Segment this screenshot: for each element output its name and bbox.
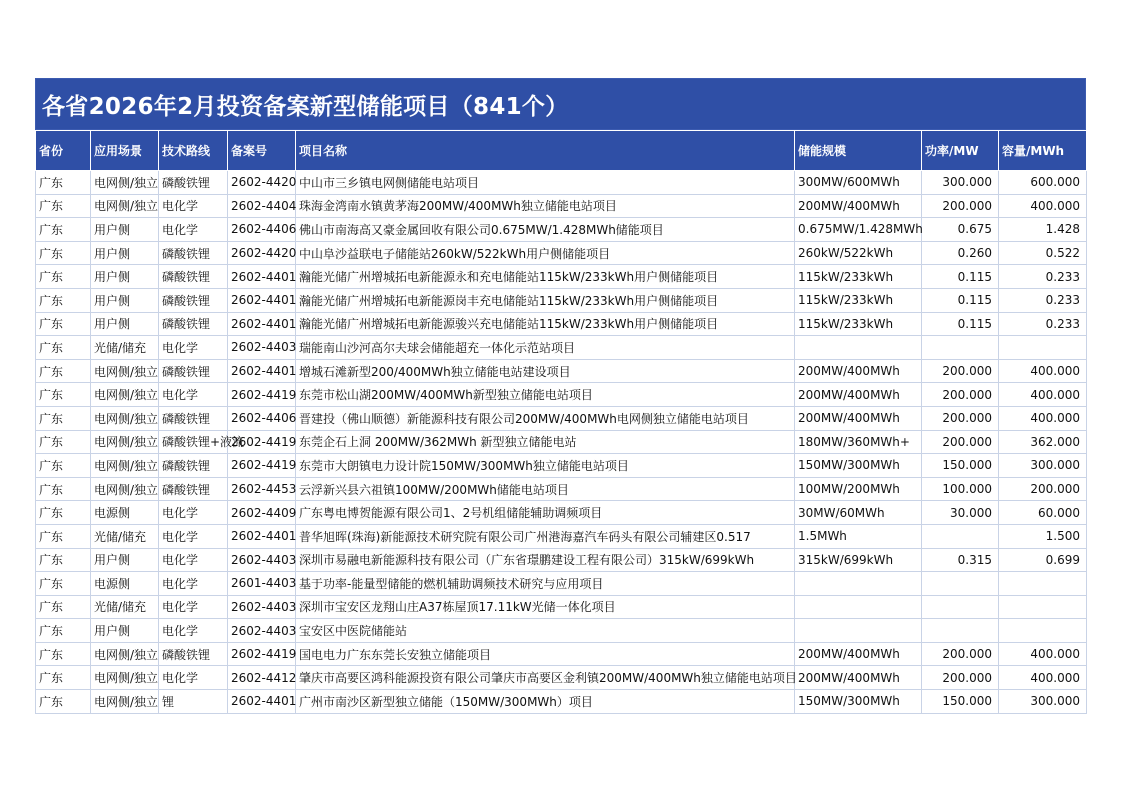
power-cell[interactable]: 150.000 bbox=[922, 454, 999, 478]
capacity-cell[interactable]: 0.699 bbox=[999, 548, 1087, 572]
header-scenario[interactable]: 应用场景 bbox=[91, 131, 159, 171]
province-cell[interactable]: 广东 bbox=[36, 666, 91, 690]
power-cell[interactable] bbox=[922, 524, 999, 548]
table-row bbox=[36, 572, 1087, 596]
power-cell[interactable]: 200.000 bbox=[922, 430, 999, 454]
scenario-cell[interactable]: 电网侧/独立 bbox=[91, 690, 159, 714]
capacity-cell[interactable]: 300.000 bbox=[999, 690, 1087, 714]
scale-cell[interactable]: 315kW/699kWh bbox=[795, 548, 922, 572]
province-cell[interactable]: 广东 bbox=[36, 359, 91, 383]
scenario-cell[interactable]: 电网侧/独立 bbox=[91, 194, 159, 218]
scenario-cell[interactable]: 用户侧 bbox=[91, 288, 159, 312]
scale-cell[interactable]: 180MW/360MWh+ bbox=[795, 430, 922, 454]
capacity-cell[interactable]: 300.000 bbox=[999, 454, 1087, 478]
technology-cell[interactable]: 磷酸铁锂 bbox=[159, 171, 228, 195]
scenario-cell[interactable]: 电网侧/独立 bbox=[91, 477, 159, 501]
scale-cell[interactable]: 200MW/400MWh bbox=[795, 359, 922, 383]
header-capacity[interactable]: 容量/MWh bbox=[999, 131, 1087, 171]
record-no-cell[interactable]: 2602-4403 bbox=[228, 619, 296, 643]
scenario-cell[interactable]: 电网侧/独立 bbox=[91, 171, 159, 195]
province-cell[interactable]: 广东 bbox=[36, 477, 91, 501]
table-row bbox=[36, 477, 1087, 501]
record-no-cell[interactable]: 2602-4412 bbox=[228, 666, 296, 690]
province-cell[interactable]: 广东 bbox=[36, 642, 91, 666]
scenario-cell[interactable]: 光储/储充 bbox=[91, 336, 159, 360]
record-no-cell[interactable]: 2602-4419 bbox=[228, 430, 296, 454]
technology-cell[interactable]: 锂 bbox=[159, 690, 228, 714]
record-no-cell[interactable]: 2602-4401 bbox=[228, 690, 296, 714]
record-no-cell[interactable]: 2602-4406 bbox=[228, 406, 296, 430]
scenario-cell[interactable]: 光储/储充 bbox=[91, 524, 159, 548]
table-row bbox=[36, 619, 1087, 643]
province-cell[interactable]: 广东 bbox=[36, 288, 91, 312]
sheet-title: 各省2026年2月投资备案新型储能项目（841个） bbox=[35, 78, 1086, 130]
table-row bbox=[36, 194, 1087, 218]
power-cell[interactable] bbox=[922, 595, 999, 619]
power-cell[interactable]: 200.000 bbox=[922, 642, 999, 666]
scale-cell[interactable]: 300MW/600MWh bbox=[795, 171, 922, 195]
capacity-cell[interactable]: 600.000 bbox=[999, 171, 1087, 195]
technology-cell[interactable]: 磷酸铁锂 bbox=[159, 312, 228, 336]
scale-cell[interactable]: 100MW/200MWh bbox=[795, 477, 922, 501]
project-name-cell[interactable]: 佛山市南海高又豪金属回收有限公司0.675MW/1.428MWh储能项目 bbox=[296, 218, 795, 242]
project-name-cell[interactable]: 深圳市宝安区龙翔山庄A37栋屋顶17.11kW光储一体化项目 bbox=[296, 595, 795, 619]
province-cell[interactable]: 广东 bbox=[36, 241, 91, 265]
header-record-no[interactable]: 备案号 bbox=[228, 131, 296, 171]
scale-cell[interactable]: 30MW/60MWh bbox=[795, 501, 922, 525]
table-row bbox=[36, 501, 1087, 525]
province-cell[interactable]: 广东 bbox=[36, 595, 91, 619]
power-cell[interactable]: 200.000 bbox=[922, 383, 999, 407]
capacity-cell[interactable]: 0.233 bbox=[999, 288, 1087, 312]
capacity-cell[interactable]: 400.000 bbox=[999, 406, 1087, 430]
header-scale[interactable]: 储能规模 bbox=[795, 131, 922, 171]
province-cell[interactable]: 广东 bbox=[36, 194, 91, 218]
project-table bbox=[35, 130, 1087, 714]
record-no-cell[interactable]: 2602-4453 bbox=[228, 477, 296, 501]
province-cell[interactable]: 广东 bbox=[36, 336, 91, 360]
technology-cell[interactable]: 磷酸铁锂 bbox=[159, 359, 228, 383]
record-no-cell[interactable]: 2602-4420 bbox=[228, 241, 296, 265]
capacity-cell[interactable]: 200.000 bbox=[999, 477, 1087, 501]
scenario-cell[interactable]: 电网侧/独立 bbox=[91, 359, 159, 383]
power-cell[interactable]: 300.000 bbox=[922, 171, 999, 195]
capacity-cell[interactable]: 400.000 bbox=[999, 666, 1087, 690]
power-cell[interactable]: 0.315 bbox=[922, 548, 999, 572]
technology-cell[interactable]: 电化学 bbox=[159, 336, 228, 360]
scenario-cell[interactable]: 光储/储充 bbox=[91, 595, 159, 619]
province-cell[interactable]: 广东 bbox=[36, 454, 91, 478]
project-name-cell[interactable]: 云浮新兴县六祖镇100MW/200MWh储能电站项目 bbox=[296, 477, 795, 501]
record-no-cell[interactable]: 2602-4401 bbox=[228, 312, 296, 336]
scenario-cell[interactable]: 电网侧/独立 bbox=[91, 454, 159, 478]
province-cell[interactable]: 广东 bbox=[36, 524, 91, 548]
capacity-cell[interactable]: 1.428 bbox=[999, 218, 1087, 242]
record-no-cell[interactable]: 2602-4419 bbox=[228, 383, 296, 407]
table-body bbox=[36, 171, 1087, 714]
capacity-cell[interactable] bbox=[999, 572, 1087, 596]
capacity-cell[interactable] bbox=[999, 595, 1087, 619]
technology-cell[interactable]: 磷酸铁锂 bbox=[159, 477, 228, 501]
power-cell[interactable] bbox=[922, 572, 999, 596]
scale-cell[interactable]: 150MW/300MWh bbox=[795, 454, 922, 478]
province-cell[interactable]: 广东 bbox=[36, 312, 91, 336]
header-province[interactable]: 省份 bbox=[36, 131, 91, 171]
technology-cell[interactable]: 磷酸铁锂 bbox=[159, 241, 228, 265]
scenario-cell[interactable]: 电网侧/独立 bbox=[91, 666, 159, 690]
capacity-cell[interactable]: 400.000 bbox=[999, 642, 1087, 666]
province-cell[interactable]: 广东 bbox=[36, 171, 91, 195]
table-row bbox=[36, 690, 1087, 714]
scale-cell[interactable]: 200MW/400MWh bbox=[795, 666, 922, 690]
technology-cell[interactable]: 磷酸铁锂 bbox=[159, 642, 228, 666]
technology-cell[interactable]: 电化学 bbox=[159, 619, 228, 643]
project-name-cell[interactable]: 晋建投（佛山顺德）新能源科技有限公司200MW/400MWh电网侧独立储能电站项目 bbox=[296, 406, 795, 430]
scale-cell[interactable]: 150MW/300MWh bbox=[795, 690, 922, 714]
technology-cell[interactable]: 电化学 bbox=[159, 595, 228, 619]
capacity-cell[interactable] bbox=[999, 619, 1087, 643]
spreadsheet bbox=[35, 78, 1086, 714]
table-row bbox=[36, 359, 1087, 383]
capacity-cell[interactable]: 0.233 bbox=[999, 265, 1087, 289]
scale-cell[interactable] bbox=[795, 619, 922, 643]
table-row bbox=[36, 548, 1087, 572]
power-cell[interactable]: 150.000 bbox=[922, 690, 999, 714]
record-no-cell[interactable]: 2602-4401 bbox=[228, 265, 296, 289]
project-name-cell[interactable]: 瀚能光储广州增城拓电新能源永和充电储能站115kW/233kWh用户侧储能项目 bbox=[296, 265, 795, 289]
project-name-cell[interactable]: 东莞企石上洞 200MW/362MWh 新型独立储能电站 bbox=[296, 430, 795, 454]
technology-cell[interactable]: 磷酸铁锂 bbox=[159, 406, 228, 430]
record-no-cell[interactable]: 2602-4403 bbox=[228, 595, 296, 619]
project-name-cell[interactable]: 中山阜沙益联电子储能站260kW/522kWh用户侧储能项目 bbox=[296, 241, 795, 265]
project-name-cell[interactable]: 广州市南沙区新型独立储能（150MW/300MWh）项目 bbox=[296, 690, 795, 714]
scale-cell[interactable]: 200MW/400MWh bbox=[795, 194, 922, 218]
scenario-cell[interactable]: 电网侧/独立 bbox=[91, 383, 159, 407]
capacity-cell[interactable]: 400.000 bbox=[999, 383, 1087, 407]
technology-cell[interactable]: 电化学 bbox=[159, 383, 228, 407]
project-name-cell[interactable]: 瑞能南山沙河高尔夫球会储能超充一体化示范站项目 bbox=[296, 336, 795, 360]
province-cell[interactable]: 广东 bbox=[36, 218, 91, 242]
scenario-cell[interactable]: 用户侧 bbox=[91, 241, 159, 265]
scenario-cell[interactable]: 用户侧 bbox=[91, 619, 159, 643]
scenario-cell[interactable]: 电网侧/独立 bbox=[91, 642, 159, 666]
power-cell[interactable]: 200.000 bbox=[922, 666, 999, 690]
power-cell[interactable]: 100.000 bbox=[922, 477, 999, 501]
province-cell[interactable]: 广东 bbox=[36, 619, 91, 643]
scenario-cell[interactable]: 用户侧 bbox=[91, 548, 159, 572]
technology-cell[interactable]: 电化学 bbox=[159, 501, 228, 525]
record-no-cell[interactable]: 2601-4403 bbox=[228, 572, 296, 596]
province-cell[interactable]: 广东 bbox=[36, 501, 91, 525]
province-cell[interactable]: 广东 bbox=[36, 430, 91, 454]
province-cell[interactable]: 广东 bbox=[36, 265, 91, 289]
record-no-cell[interactable]: 2602-4401 bbox=[228, 288, 296, 312]
record-no-cell[interactable]: 2602-4404 bbox=[228, 194, 296, 218]
scenario-cell[interactable]: 电源侧 bbox=[91, 501, 159, 525]
power-cell[interactable] bbox=[922, 336, 999, 360]
record-no-cell[interactable]: 2602-4406 bbox=[228, 218, 296, 242]
project-name-cell[interactable]: 瀚能光储广州增城拓电新能源岗丰充电储能站115kW/233kWh用户侧储能项目 bbox=[296, 288, 795, 312]
technology-cell[interactable]: 电化学 bbox=[159, 572, 228, 596]
table-row bbox=[36, 383, 1087, 407]
project-name-cell[interactable]: 深圳市易融电新能源科技有限公司（广东省璟鹏建设工程有限公司）315kW/699kWh bbox=[296, 548, 795, 572]
table-row bbox=[36, 241, 1087, 265]
scale-cell[interactable]: 200MW/400MWh bbox=[795, 642, 922, 666]
project-name-cell[interactable]: 宝安区中医院储能站 bbox=[296, 619, 795, 643]
capacity-cell[interactable]: 400.000 bbox=[999, 359, 1087, 383]
technology-cell[interactable]: 磷酸铁锂 bbox=[159, 265, 228, 289]
project-name-cell[interactable]: 普华旭晖(珠海)新能源技术研究院有限公司广州港海嘉汽车码头有限公司辅建区0.517 bbox=[296, 524, 795, 548]
header-technology[interactable]: 技术路线 bbox=[159, 131, 228, 171]
technology-cell[interactable]: 磷酸铁锂 bbox=[159, 288, 228, 312]
power-cell[interactable]: 0.115 bbox=[922, 265, 999, 289]
project-name-cell[interactable]: 瀚能光储广州增城拓电新能源骏兴充电储能站115kW/233kWh用户侧储能项目 bbox=[296, 312, 795, 336]
scale-cell[interactable]: 200MW/400MWh bbox=[795, 406, 922, 430]
table-row bbox=[36, 666, 1087, 690]
scale-cell[interactable]: 0.675MW/1.428MWh bbox=[795, 218, 922, 242]
project-name-cell[interactable]: 基于功率-能量型储能的燃机辅助调频技术研究与应用项目 bbox=[296, 572, 795, 596]
province-cell[interactable]: 广东 bbox=[36, 383, 91, 407]
technology-cell[interactable]: 电化学 bbox=[159, 666, 228, 690]
capacity-cell[interactable] bbox=[999, 336, 1087, 360]
technology-cell[interactable]: 磷酸铁锂+液流 bbox=[159, 430, 228, 454]
project-name-cell[interactable]: 增城石滩新型200/400MWh独立储能电站建设项目 bbox=[296, 359, 795, 383]
project-name-cell[interactable]: 珠海金湾南水镇黄茅海200MW/400MWh独立储能电站项目 bbox=[296, 194, 795, 218]
scale-cell[interactable] bbox=[795, 595, 922, 619]
header-power[interactable]: 功率/MW bbox=[922, 131, 999, 171]
project-name-cell[interactable]: 广东粤电博贺能源有限公司1、2号机组储能辅助调频项目 bbox=[296, 501, 795, 525]
record-no-cell[interactable]: 2602-4419 bbox=[228, 454, 296, 478]
province-cell[interactable]: 广东 bbox=[36, 690, 91, 714]
power-cell[interactable]: 200.000 bbox=[922, 194, 999, 218]
table-row bbox=[36, 524, 1087, 548]
technology-cell[interactable]: 电化学 bbox=[159, 218, 228, 242]
capacity-cell[interactable]: 400.000 bbox=[999, 194, 1087, 218]
province-cell[interactable]: 广东 bbox=[36, 548, 91, 572]
technology-cell[interactable]: 电化学 bbox=[159, 194, 228, 218]
scale-cell[interactable] bbox=[795, 572, 922, 596]
power-cell[interactable]: 30.000 bbox=[922, 501, 999, 525]
power-cell[interactable]: 0.115 bbox=[922, 312, 999, 336]
project-name-cell[interactable]: 中山市三乡镇电网侧储能电站项目 bbox=[296, 171, 795, 195]
scenario-cell[interactable]: 电网侧/独立 bbox=[91, 406, 159, 430]
table-row bbox=[36, 595, 1087, 619]
scale-cell[interactable]: 260kW/522kWh bbox=[795, 241, 922, 265]
power-cell[interactable]: 0.675 bbox=[922, 218, 999, 242]
capacity-cell[interactable]: 362.000 bbox=[999, 430, 1087, 454]
record-no-cell[interactable]: 2602-4419 bbox=[228, 642, 296, 666]
record-no-cell[interactable]: 2602-4401 bbox=[228, 359, 296, 383]
header-row bbox=[36, 131, 1087, 171]
scale-cell[interactable] bbox=[795, 336, 922, 360]
table-row bbox=[36, 171, 1087, 195]
power-cell[interactable] bbox=[922, 619, 999, 643]
table-row bbox=[36, 218, 1087, 242]
capacity-cell[interactable]: 0.522 bbox=[999, 241, 1087, 265]
technology-cell[interactable]: 磷酸铁锂 bbox=[159, 454, 228, 478]
project-name-cell[interactable]: 东莞市松山湖200MW/400MWh新型独立储能电站项目 bbox=[296, 383, 795, 407]
power-cell[interactable]: 200.000 bbox=[922, 406, 999, 430]
record-no-cell[interactable]: 2602-4403 bbox=[228, 548, 296, 572]
table-row bbox=[36, 265, 1087, 289]
record-no-cell[interactable]: 2602-4420 bbox=[228, 171, 296, 195]
scenario-cell[interactable]: 电源侧 bbox=[91, 572, 159, 596]
record-no-cell[interactable]: 2602-4401 bbox=[228, 524, 296, 548]
power-cell[interactable]: 0.260 bbox=[922, 241, 999, 265]
scale-cell[interactable]: 1.5MWh bbox=[795, 524, 922, 548]
scale-cell[interactable]: 200MW/400MWh bbox=[795, 383, 922, 407]
power-cell[interactable]: 0.115 bbox=[922, 288, 999, 312]
scenario-cell[interactable]: 用户侧 bbox=[91, 218, 159, 242]
record-no-cell[interactable]: 2602-4403 bbox=[228, 336, 296, 360]
technology-cell[interactable]: 电化学 bbox=[159, 524, 228, 548]
power-cell[interactable]: 200.000 bbox=[922, 359, 999, 383]
table-row bbox=[36, 288, 1087, 312]
project-name-cell[interactable]: 国电电力广东东莞长安独立储能项目 bbox=[296, 642, 795, 666]
province-cell[interactable]: 广东 bbox=[36, 406, 91, 430]
table-row bbox=[36, 312, 1087, 336]
scenario-cell[interactable]: 用户侧 bbox=[91, 265, 159, 289]
project-name-cell[interactable]: 东莞市大朗镇电力设计院150MW/300MWh独立储能电站项目 bbox=[296, 454, 795, 478]
header-project-name[interactable]: 项目名称 bbox=[296, 131, 795, 171]
table-row bbox=[36, 336, 1087, 360]
project-name-cell[interactable]: 肇庆市高要区鸿科能源投资有限公司肇庆市高要区金利镇200MW/400MWh独立储能电站项目 bbox=[296, 666, 795, 690]
record-no-cell[interactable]: 2602-4409 bbox=[228, 501, 296, 525]
scenario-cell[interactable]: 用户侧 bbox=[91, 312, 159, 336]
scale-cell[interactable]: 115kW/233kWh bbox=[795, 265, 922, 289]
province-cell[interactable]: 广东 bbox=[36, 572, 91, 596]
technology-cell[interactable]: 电化学 bbox=[159, 548, 228, 572]
scale-cell[interactable]: 115kW/233kWh bbox=[795, 288, 922, 312]
scale-cell[interactable]: 115kW/233kWh bbox=[795, 312, 922, 336]
capacity-cell[interactable]: 1.500 bbox=[999, 524, 1087, 548]
capacity-cell[interactable]: 0.233 bbox=[999, 312, 1087, 336]
table-row bbox=[36, 642, 1087, 666]
table-row bbox=[36, 454, 1087, 478]
scenario-cell[interactable]: 电网侧/独立 bbox=[91, 430, 159, 454]
table-row bbox=[36, 430, 1087, 454]
table-row bbox=[36, 406, 1087, 430]
capacity-cell[interactable]: 60.000 bbox=[999, 501, 1087, 525]
